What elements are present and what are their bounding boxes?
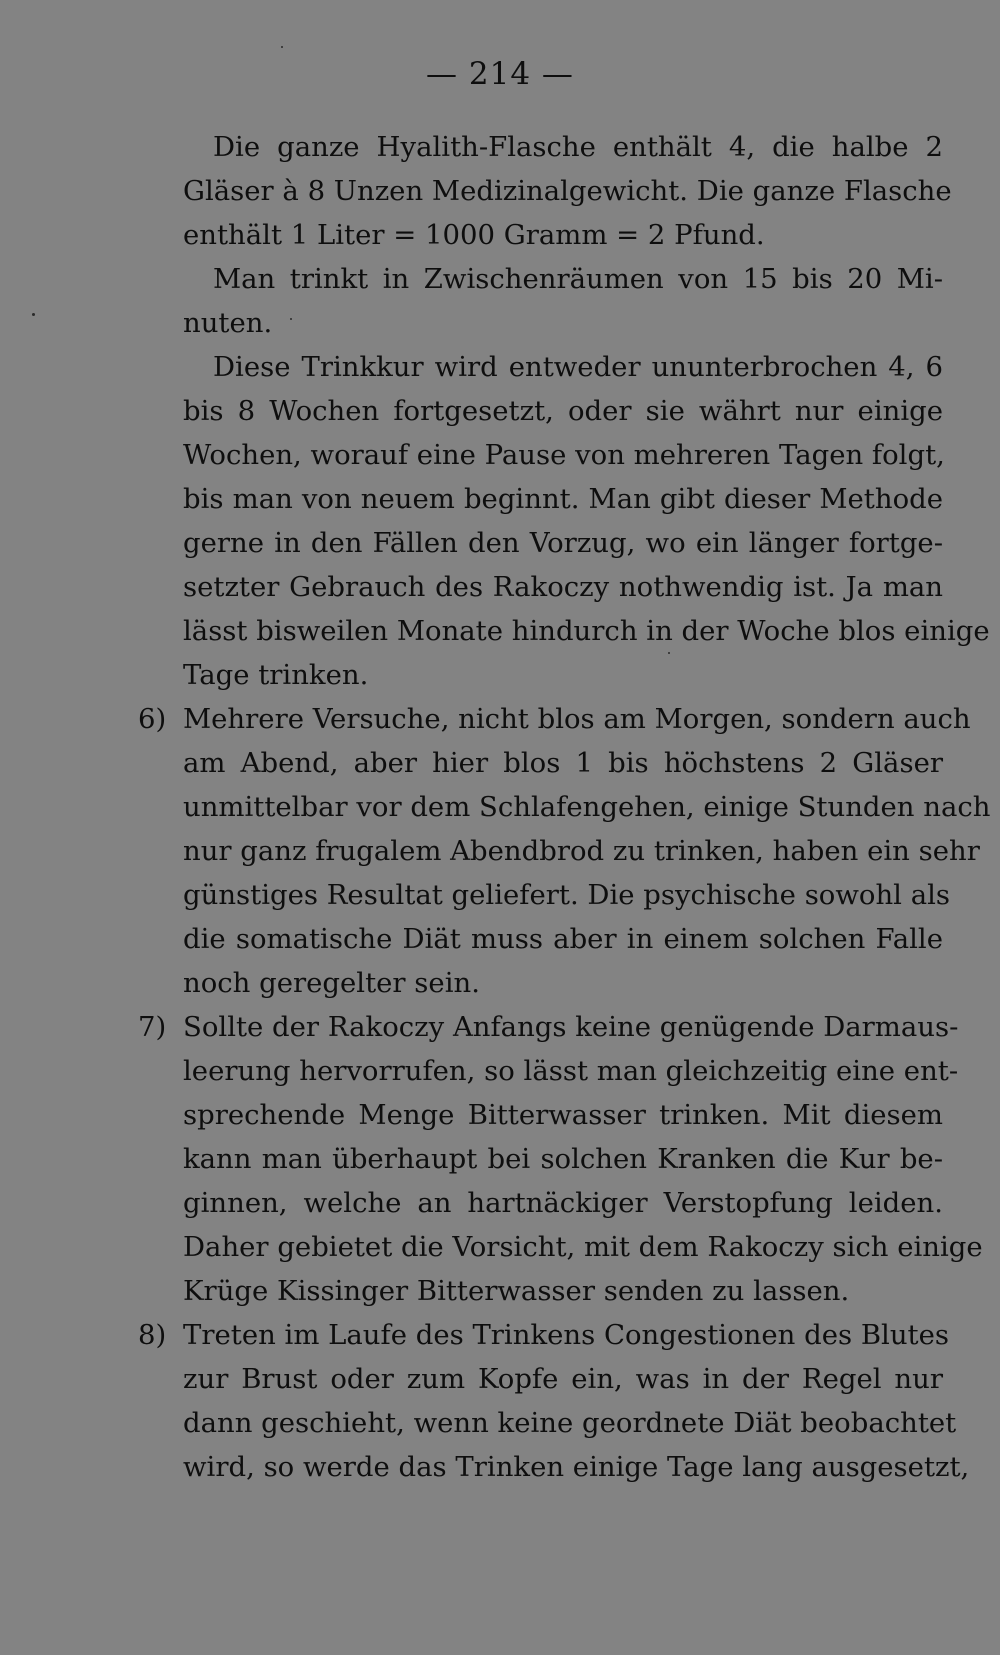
- text-line: unmittelbar vor dem Schlafengehen, einige Stunden nach: [183, 791, 991, 823]
- text-line: lässt bisweilen Monate hindurch in der Woche blos einige: [183, 615, 990, 647]
- text-line: Mehrere Versuche, nicht blos am Morgen, sondern auch: [183, 703, 971, 735]
- page-body: [138, 125, 991, 1489]
- text-line: Man trinkt in Zwischenräumen von 15 bis 20 Mi-: [213, 263, 943, 295]
- text-line: leerung hervorrufen, so lässt man gleichzeitig eine ent-: [183, 1055, 959, 1087]
- text-line: Krüge Kissinger Bitterwasser senden zu lassen.: [183, 1275, 850, 1307]
- numbered-item-line: [138, 697, 971, 741]
- text-line: die somatische Diät muss aber in einem solchen Falle: [183, 923, 943, 955]
- text-line: zur Brust oder zum Kopfe ein, was in der Regel nur: [183, 1363, 943, 1395]
- text-line: noch geregelter sein.: [183, 967, 480, 999]
- item-number-7: 7): [138, 1011, 167, 1043]
- text-line: gerne in den Fällen den Vorzug, wo ein länger fortge-: [183, 527, 943, 559]
- item-number-6: 6): [138, 703, 167, 735]
- text-line: sprechende Menge Bitterwasser trinken. Mit diesem: [183, 1099, 943, 1131]
- text-line: bis 8 Wochen fortgesetzt, oder sie währt nur einige: [183, 395, 943, 427]
- text-line: wird, so werde das Trinken einige Tage lang ausgesetzt,: [183, 1451, 970, 1483]
- text-line: Sollte der Rakoczy Anfangs keine genügende Darmaus-: [183, 1011, 959, 1043]
- text-line: Gläser à 8 Unzen Medizinalgewicht. Die ganze Flasche: [183, 175, 952, 207]
- numbered-item-line: [138, 1005, 959, 1049]
- scan-speck: [281, 46, 283, 48]
- scan-speck: [668, 652, 670, 654]
- scan-speck: [32, 313, 35, 316]
- text-line: bis man von neuem beginnt. Man gibt dieser Methode: [183, 483, 943, 515]
- text-line: am Abend, aber hier blos 1 bis höchstens 2 Gläser: [183, 747, 943, 779]
- page-number: — 214 —: [426, 56, 574, 92]
- text-line: Daher gebietet die Vorsicht, mit dem Rakoczy sich einige: [183, 1231, 983, 1263]
- numbered-item-line: [138, 1313, 949, 1357]
- text-line: Treten im Laufe des Trinkens Congestionen des Blutes: [183, 1319, 949, 1351]
- text-line: nur ganz frugalem Abendbrod zu trinken, haben ein sehr: [183, 835, 980, 867]
- text-line: nuten.: [183, 307, 273, 339]
- text-line: Diese Trinkkur wird entweder ununterbrochen 4, 6: [213, 351, 943, 383]
- text-line: Tage trinken.: [183, 659, 369, 691]
- text-line: Wochen, worauf eine Pause von mehreren Tagen folgt,: [183, 439, 945, 471]
- text-line: ginnen, welche an hartnäckiger Verstopfung leiden.: [183, 1187, 943, 1219]
- text-line: setzter Gebrauch des Rakoczy nothwendig ist. Ja man: [183, 571, 943, 603]
- text-line: Die ganze Hyalith-Flasche enthält 4, die halbe 2: [213, 131, 943, 163]
- text-line: enthält 1 Liter = 1000 Gramm = 2 Pfund.: [183, 219, 765, 251]
- text-line: günstiges Resultat geliefert. Die psychische sowohl als: [183, 879, 951, 911]
- text-line: dann geschieht, wenn keine geordnete Diät beobachtet: [183, 1407, 957, 1439]
- scan-speck: [290, 318, 292, 320]
- text-line: kann man überhaupt bei solchen Kranken die Kur be-: [183, 1143, 943, 1175]
- item-number-8: 8): [138, 1319, 167, 1351]
